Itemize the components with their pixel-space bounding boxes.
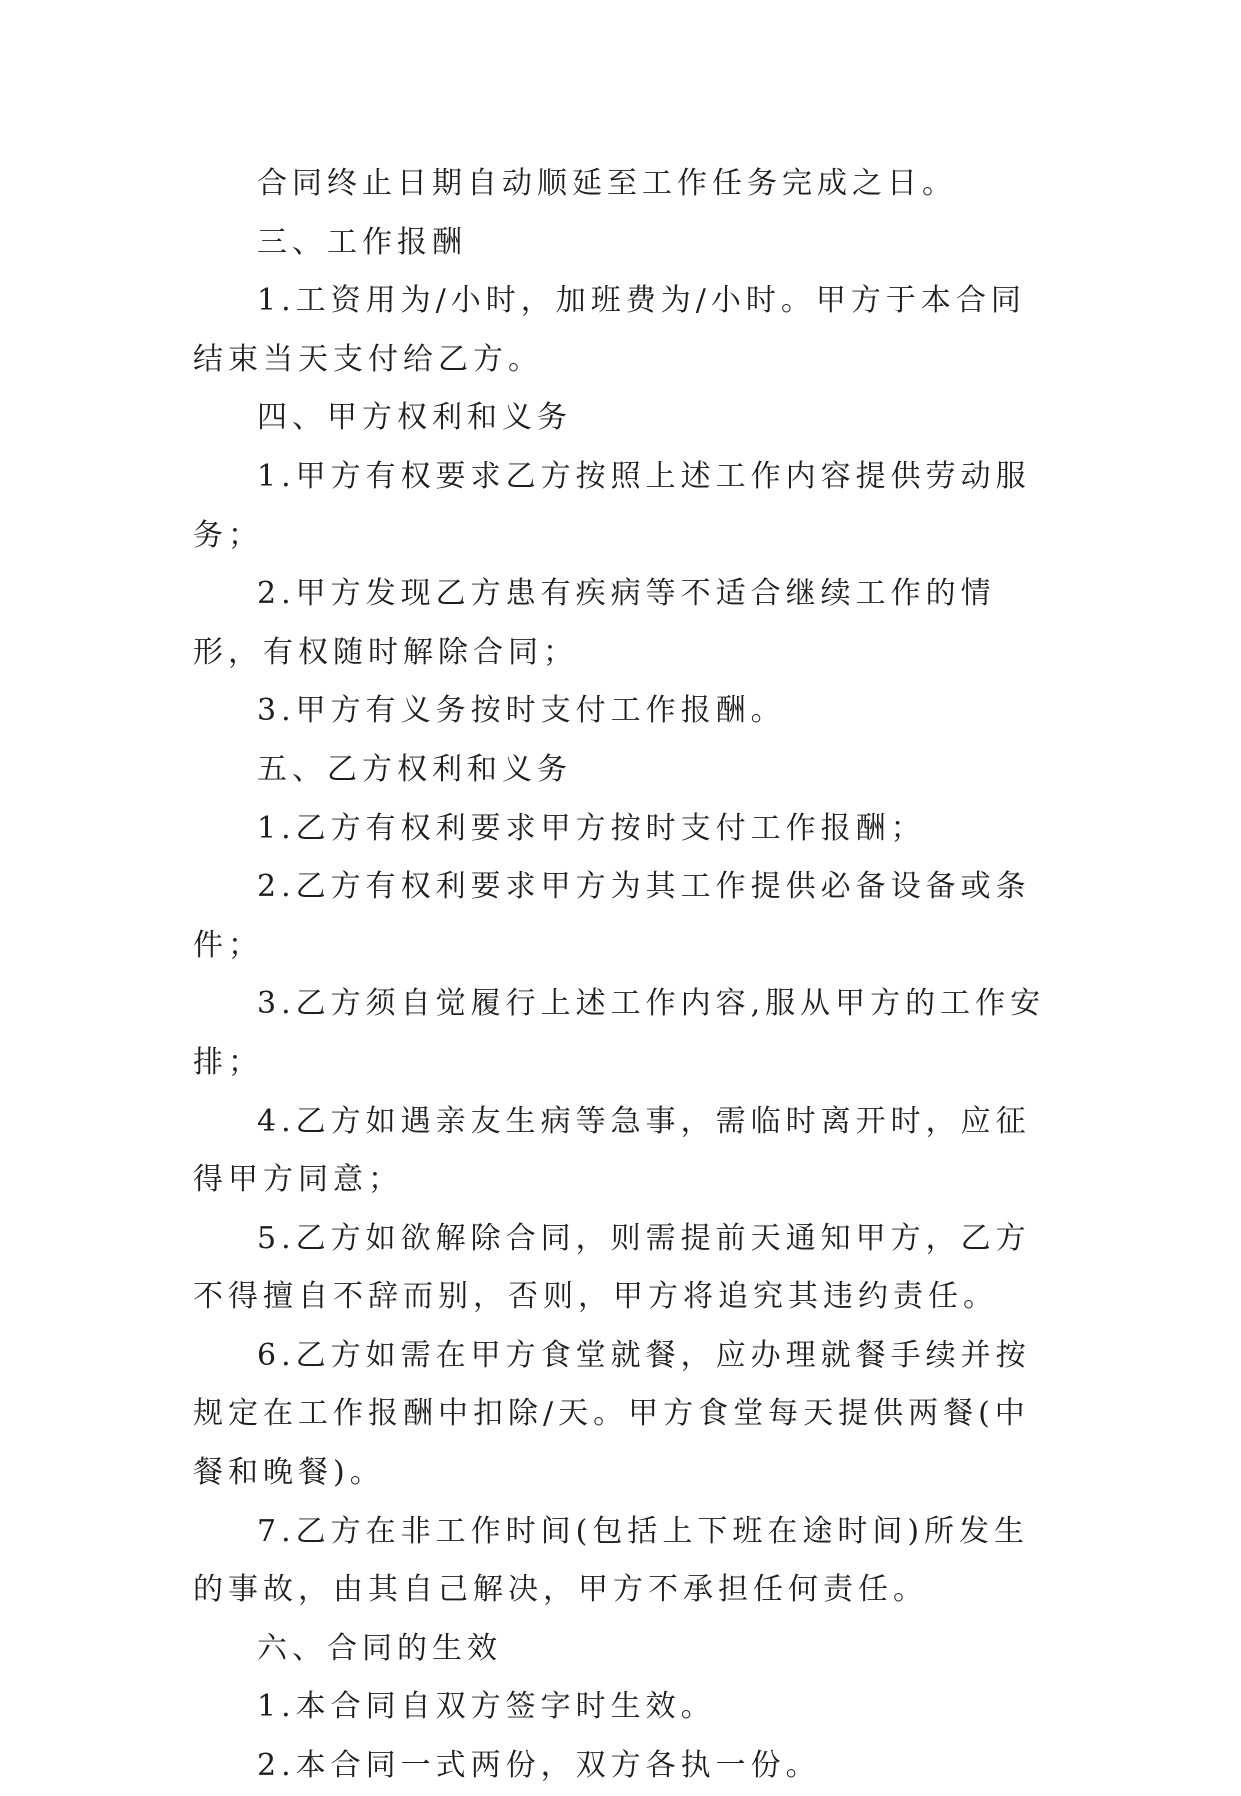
section-heading-remuneration: 三、工作报酬 xyxy=(257,224,467,260)
paragraph-effect-1: 1.本合同自双方签字时生效。 xyxy=(257,1689,716,1725)
paragraph-wage: 1.工资用为/小时，加班费为/小时。甲方于本合同结束当天支付给乙方。 xyxy=(193,283,1026,377)
paragraph-party-a-1: 1.甲方有权要求乙方按照上述工作内容提供劳动服务； xyxy=(193,458,1031,553)
section-heading-party-a: 四、甲方权利和义务 xyxy=(257,400,572,436)
paragraph-party-b-1: 1.乙方有权利要求甲方按时支付工作报酬； xyxy=(257,810,926,846)
paragraph-party-a-3: 3.甲方有义务按时支付工作报酬。 xyxy=(257,693,786,729)
paragraph-party-b-5: 5.乙方如欲解除合同，则需提前天通知甲方，乙方不得擅自不辞而别，否则，甲方将追究其违约责任。 xyxy=(193,1220,1031,1315)
paragraph-party-b-7: 7.乙方在非工作时间(包括上下班在途时间)所发生的事故，由其自己解决，甲方不承担任何责任。 xyxy=(193,1513,1030,1608)
paragraph-effect-2: 2.本合同一式两份，双方各执一份。 xyxy=(257,1748,821,1784)
paragraph-party-b-4: 4.乙方如遇亲友生病等急事，需临时离开时，应征得甲方同意； xyxy=(193,1103,1031,1198)
paragraph-party-b-3: 3.乙方须自觉履行上述工作内容,服从甲方的工作安排； xyxy=(193,986,1046,1080)
paragraph-party-b-6: 6.乙方如需在甲方食堂就餐，应办理就餐手续并按规定在工作报酬中扣除/天。甲方食堂每天提供两餐(中餐和晚餐)。 xyxy=(193,1337,1031,1491)
section-heading-effect: 六、合同的生效 xyxy=(257,1630,502,1666)
paragraph-party-a-2: 2.甲方发现乙方患有疾病等不适合继续工作的情形，有权随时解除合同； xyxy=(193,576,996,670)
document-body xyxy=(193,155,1053,1796)
paragraph-party-b-2: 2.乙方有权利要求甲方为其工作提供必备设备或条件； xyxy=(193,869,1031,963)
section-heading-party-b: 五、乙方权利和义务 xyxy=(257,751,572,787)
paragraph-term-extension: 合同终止日期自动顺延至工作任务完成之日。 xyxy=(257,166,957,201)
